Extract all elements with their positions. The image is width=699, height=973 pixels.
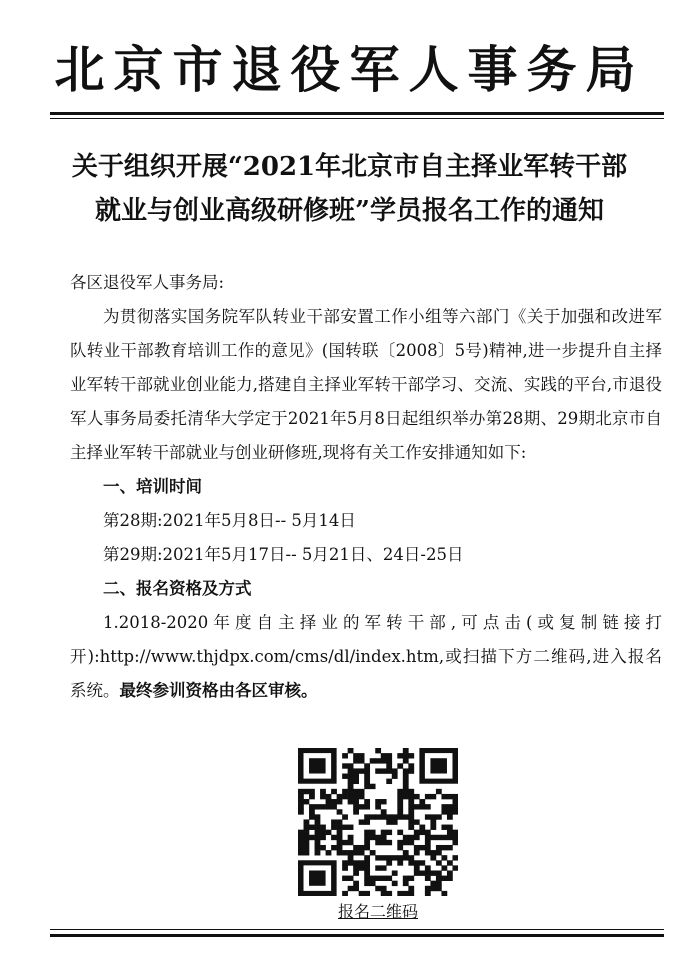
period-29: 第29期:2021年5月17日-- 5月21日、24日-25日	[103, 545, 464, 564]
agency-header: 北京市退役军人事务局	[54, 40, 645, 99]
notice-title	[40, 145, 659, 233]
footer-rule-thin	[50, 929, 664, 930]
qr-caption: 报名二维码	[337, 902, 418, 921]
period-28: 第28期:2021年5月8日-- 5月14日	[103, 511, 356, 530]
intro-paragraph: 为贯彻落实国务院军队转业干部安置工作小组等六部门《关于加强和改进军队转业干部教育培训工作的意见》(国转联〔2008〕5号)精神,进一步提升自主择业军转干部就业创业能力,搭建自主择业军转干部学习、交流、实践的平台,市退役军人事务局委托清华大学定于2021年5月8日起组织举办第28期、29期北京市自主择业军转干部就业与创业研修班,现将有关工作安排通知如下:	[70, 307, 662, 462]
item-1-text: 1.2018-2020年度自主择业的军转干部,可点击(或复制链接打开):http://www.thjdpx.com/cms/dl/index.htm,或扫描下方二维码,进入报名系统。	[70, 613, 662, 700]
qr-code-icon[interactable]	[298, 748, 458, 896]
item-1-paragraph	[70, 606, 662, 708]
header-rule-thin	[50, 118, 664, 119]
qr-code-graphic	[298, 748, 458, 896]
salutation: 各区退役军人事务局:	[70, 273, 225, 292]
title-line-1: 关于组织开展“2021年北京市自主择业军转干部	[71, 152, 628, 182]
section-2-heading: 二、报名资格及方式	[103, 579, 252, 598]
notice-body	[70, 266, 662, 708]
title-line-2: 就业与创业高级研修班”学员报名工作的通知	[95, 196, 604, 226]
footer-rule-thick	[50, 934, 664, 937]
section-1-heading: 一、培训时间	[103, 477, 202, 496]
item-1-bold-note: 最终参训资格由各区审核。	[119, 681, 318, 700]
header-rule-thick	[50, 112, 664, 115]
